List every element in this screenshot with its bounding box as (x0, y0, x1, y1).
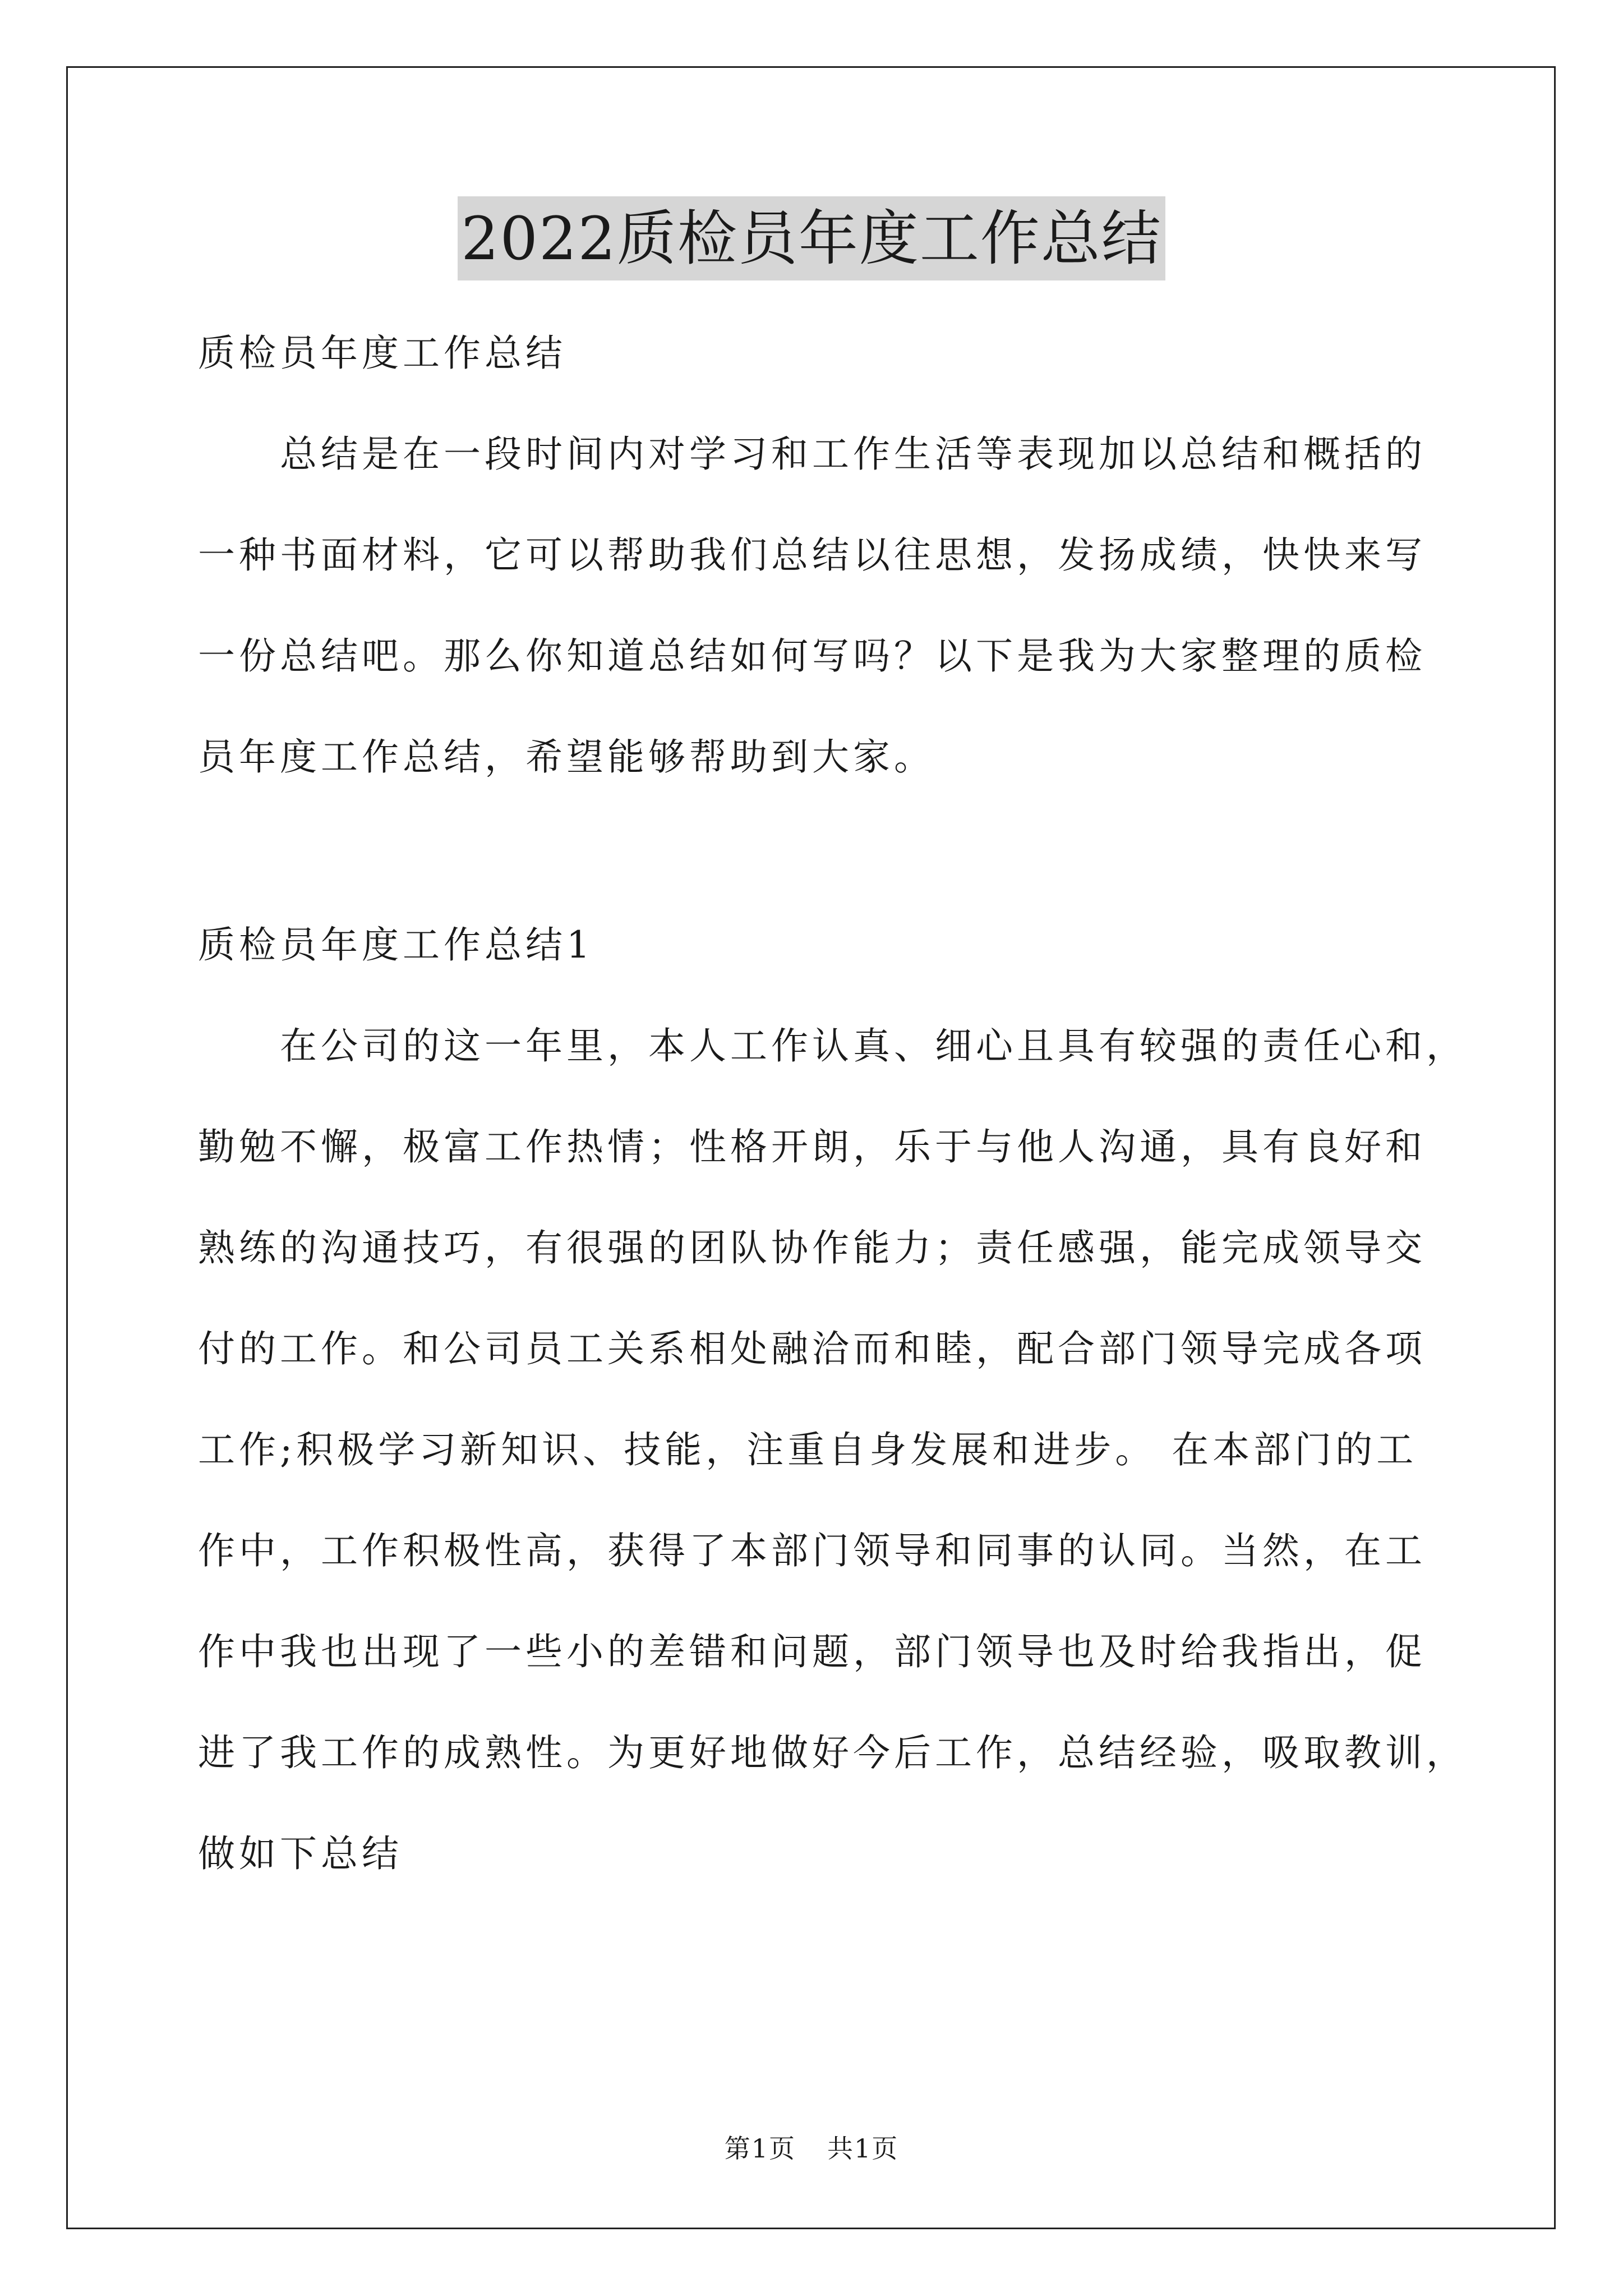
paragraph-line: 工作;积极学习新知识、技能，注重自身发展和进步。 在本部门的工 (198, 1428, 1418, 1471)
paragraph-line: 在公司的这一年里，本人工作认真、细心且具有较强的责任心和， (280, 1024, 1467, 1068)
paragraph-line: 总结是在一段时间内对学习和工作生活等表现加以总结和概括的 (280, 432, 1426, 476)
paragraph-line: 作中，工作积极性高，获得了本部门领导和同事的认同。当然，在工 (198, 1529, 1426, 1572)
document-body (198, 303, 1467, 1904)
paragraph-line: 做如下总结 (198, 1832, 403, 1875)
paragraph-line: 勤勉不懈，极富工作热情；性格开朗，乐于与他人沟通，具有良好和 (198, 1125, 1426, 1168)
paragraph-line: 一份总结吧。那么你知道总结如何写吗？以下是我为大家整理的质检 (198, 634, 1426, 678)
section-heading: 质检员年度工作总结1 (198, 923, 594, 967)
page-number: 第1页 (724, 2133, 796, 2164)
section-gap (198, 808, 1432, 895)
paragraph-line: 付的工作。和公司员工关系相处融洽而和睦，配合部门领导完成各项 (198, 1327, 1426, 1370)
section-heading: 质检员年度工作总结 (198, 332, 566, 375)
paragraph-line: 员年度工作总结，希望能够帮助到大家。 (198, 735, 935, 779)
paragraph-line: 熟练的沟通技巧，有很强的团队协作能力；责任感强，能完成领导交 (198, 1226, 1426, 1269)
document-title: 2022质检员年度工作总结 (458, 196, 1165, 280)
page-footer (0, 2132, 1623, 2165)
page-count: 共1页 (827, 2133, 899, 2164)
paragraph-line: 进了我工作的成熟性。为更好地做好今后工作，总结经验，吸取教训， (198, 1731, 1467, 1774)
paragraph-line: 作中我也出现了一些小的差错和问题，部门领导也及时给我指出，促 (198, 1630, 1426, 1673)
title-container (0, 196, 1623, 280)
paragraph-line: 一种书面材料，它可以帮助我们总结以往思想，发扬成绩，快快来写 (198, 533, 1426, 577)
